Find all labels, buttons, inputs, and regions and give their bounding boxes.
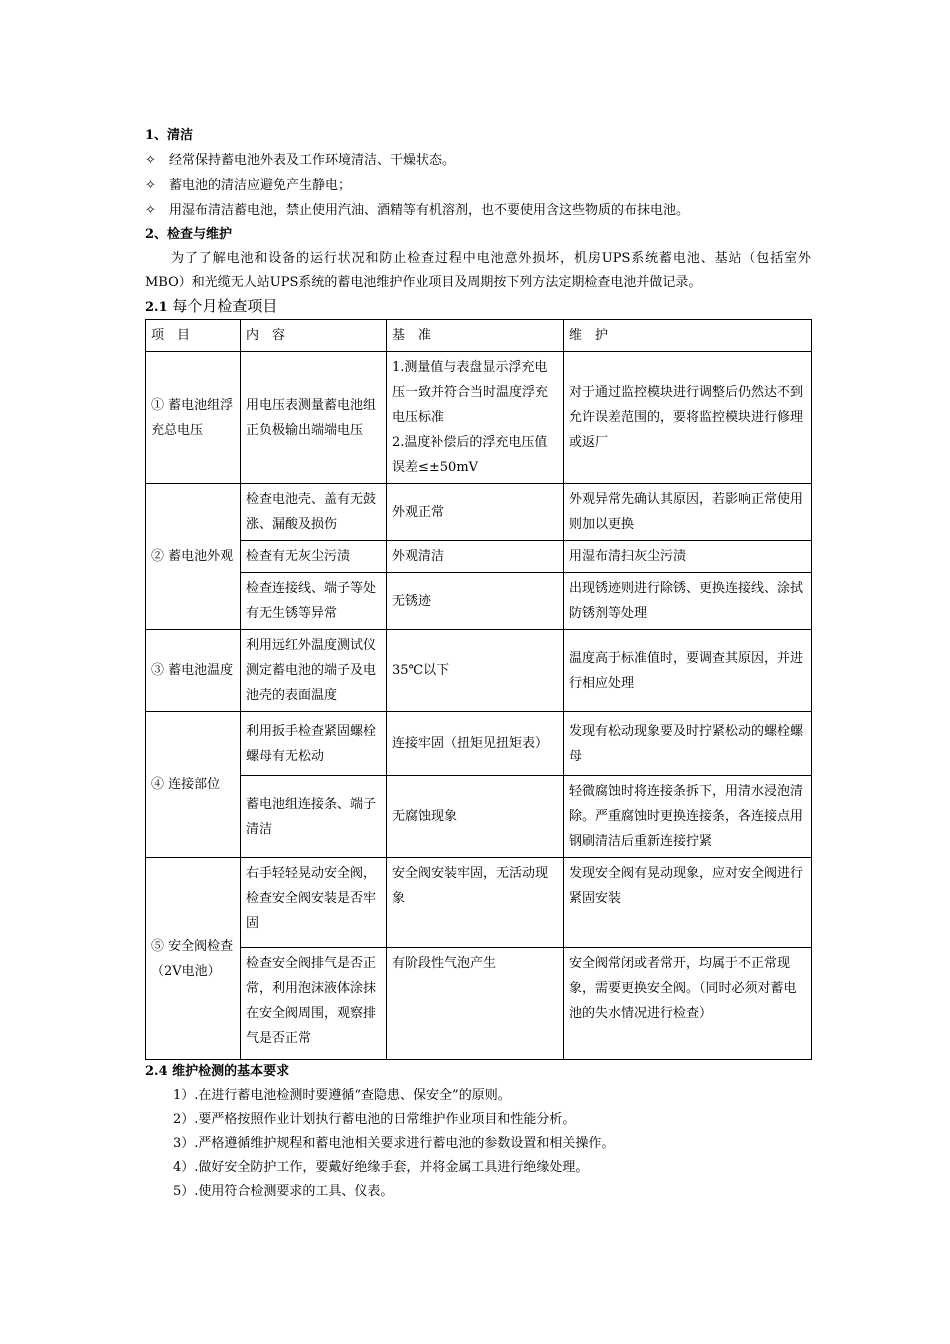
maintenance-cell: 轻微腐蚀时将连接条拆下，用清水浸泡清除。严重腐蚀时更换连接条，各连接点用钢刷清洁后重新连接拧紧 [564, 776, 812, 858]
maintenance-cell: 对于通过监控模块进行调整后仍然达不到允许误差范围的，要将监控模块进行修理或返厂 [564, 352, 812, 484]
table-row [146, 573, 812, 630]
item-cell: ④ 连接部位 [146, 712, 241, 858]
table-row [146, 352, 812, 484]
standard-cell: 连接牢固（扭矩见扭矩表） [387, 712, 564, 776]
bullet-text: 蓄电池的清洁应避免产生静电； [169, 178, 352, 193]
header-cell: 内 容 [241, 320, 387, 352]
item-cell: ⑤ 安全阀检查（2V电池） [146, 858, 241, 1060]
standard-cell: 无锈迹 [387, 573, 564, 630]
standard-cell: 35℃以下 [387, 630, 564, 712]
section-2-title: 2、检查与维护 [145, 227, 233, 242]
diamond-bullet-icon: ✧ [145, 178, 156, 193]
inspection-table [145, 319, 812, 1060]
maintenance-cell: 安全阀常闭或者常开，均属于不正常现象，需要更换安全阀。（同时必须对蓄电池的失水情况进行检查） [564, 948, 812, 1060]
requirement-item: 1）.在进行蓄电池检测时要遵循“查隐患、保安全”的原则。 [173, 1088, 511, 1103]
maintenance-cell: 出现锈迹则进行除锈、更换连接线、涂拭防锈剂等处理 [564, 573, 812, 630]
content-cell: 检查有无灰尘污渍 [241, 541, 387, 573]
content-cell: 利用扳手检查紧固螺栓螺母有无松动 [241, 712, 387, 776]
bullet-text: 用湿布清洁蓄电池，禁止使用汽油、酒精等有机溶剂，也不要使用含这些物质的布抹电池。 [169, 203, 690, 218]
maintenance-cell: 发现安全阀有晃动现象，应对安全阀进行紧固安装 [564, 858, 812, 948]
table-row [146, 858, 812, 948]
diamond-bullet-icon: ✧ [145, 203, 156, 218]
maintenance-cell: 外观异常先确认其原因，若影响正常使用则加以更换 [564, 484, 812, 541]
requirement-item: 2）.要严格按照作业计划执行蓄电池的日常维护作业项目和性能分析。 [173, 1112, 576, 1127]
bullet-text: 经常保持蓄电池外表及工作环境清洁、干燥状态。 [169, 153, 456, 168]
bullet-item [145, 198, 811, 223]
table-header-row [146, 320, 812, 352]
standard-cell: 外观正常 [387, 484, 564, 541]
document-page [145, 124, 811, 1204]
item-cell: ① 蓄电池组浮充总电压 [146, 352, 241, 484]
maintenance-cell: 发现有松动现象要及时拧紧松动的螺栓螺母 [564, 712, 812, 776]
section-2-4-title: 2.4 维护检测的基本要求 [145, 1064, 290, 1079]
content-cell: 检查连接线、端子等处有无生锈等异常 [241, 573, 387, 630]
bullet-item [145, 173, 811, 198]
table-row [146, 484, 812, 541]
table-row [146, 541, 812, 573]
table-row [146, 712, 812, 776]
requirement-item: 4）.做好安全防护工作，要戴好绝缘手套，并将金属工具进行绝缘处理。 [173, 1160, 589, 1175]
bullet-item [145, 148, 811, 173]
content-cell: 利用远红外温度测试仪测定蓄电池的端子及电池壳的表面温度 [241, 630, 387, 712]
diamond-bullet-icon: ✧ [145, 153, 156, 168]
standard-cell: 1.测量值与表盘显示浮充电压一致并符合当时温度浮充电压标准 2.温度补偿后的浮充电压值误差≤±50mV [387, 352, 564, 484]
subsection-number: 2.1 [145, 300, 168, 315]
content-cell: 蓄电池组连接条、端子清洁 [241, 776, 387, 858]
item-cell: ③ 蓄电池温度 [146, 630, 241, 712]
content-cell: 检查安全阀排气是否正常，利用泡沫液体涂抹在安全阀周围，观察排气是否正常 [241, 948, 387, 1060]
content-cell: 右手轻轻晃动安全阀，检查安全阀安装是否牢固 [241, 858, 387, 948]
subsection-text: 每个月检查项目 [172, 297, 278, 315]
header-cell: 维 护 [564, 320, 812, 352]
section-1-title: 1、清洁 [145, 128, 194, 143]
requirement-item: 5）.使用符合检测要求的工具、仪表。 [173, 1184, 394, 1199]
item-cell: ② 蓄电池外观 [146, 484, 241, 630]
section-2-intro: 为了了解电池和设备的运行状况和防止检查过程中电池意外损坏，机房UPS系统蓄电池、基站（包括室外MBO）和光缆无人站UPS系统的蓄电池维护作业项目及周期按下列方法定期检查电池并做记录。 [145, 251, 811, 290]
header-cell: 基 准 [387, 320, 564, 352]
header-cell: 项 目 [146, 320, 241, 352]
table-row [146, 630, 812, 712]
standard-cell: 安全阀安装牢固，无活动现象 [387, 858, 564, 948]
standard-cell: 无腐蚀现象 [387, 776, 564, 858]
content-cell: 检查电池壳、盖有无鼓涨、漏酸及损伤 [241, 484, 387, 541]
maintenance-cell: 用湿布清扫灰尘污渍 [564, 541, 812, 573]
subsection-title [145, 295, 811, 319]
table-row [146, 776, 812, 858]
requirement-item: 3）.严格遵循维护规程和蓄电池相关要求进行蓄电池的参数设置和相关操作。 [173, 1136, 615, 1151]
standard-cell: 有阶段性气泡产生 [387, 948, 564, 1060]
table-row [146, 948, 812, 1060]
standard-cell: 外观清洁 [387, 541, 564, 573]
maintenance-cell: 温度高于标准值时，要调查其原因，并进行相应处理 [564, 630, 812, 712]
content-cell: 用电压表测量蓄电池组正负极输出端端电压 [241, 352, 387, 484]
